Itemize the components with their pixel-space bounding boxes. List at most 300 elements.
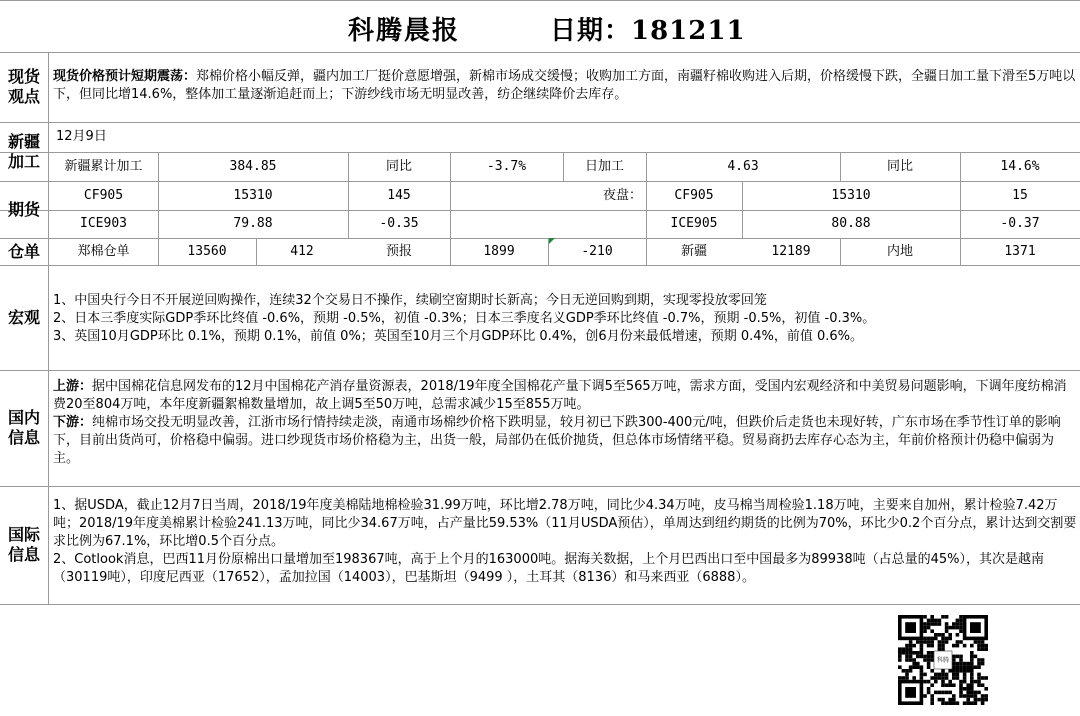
futures-contract-cf905: CF905 [83, 188, 124, 203]
inland-warehouse-value: 1371 [1004, 244, 1036, 259]
qr-module [977, 680, 981, 684]
qr-module [956, 673, 960, 677]
qr-module [930, 683, 934, 687]
spot-text: 郑棉价格小幅反弹，疆内加工厂挺价意愿增强，新棉市场成交缓慢；收购加工方面，南疆籽棉收购进入后期，价格缓慢下跌，全疆日加工量下滑至5万吨以下，但同比增14.6%，整体加工量逐渐追赶而上；下游纱线市场无明显改善，纺企继续降价去库存。 [53, 69, 1076, 102]
qr-module [920, 665, 924, 669]
qr-module [966, 665, 970, 669]
qr-module [956, 622, 960, 626]
qr-module [941, 680, 945, 684]
qr-module [909, 647, 913, 651]
xinjiang-cumulative-value: 384.85 [229, 159, 277, 174]
qr-module [984, 687, 988, 691]
grid-line [48, 52, 49, 604]
qr-module [930, 676, 934, 680]
qr-module [959, 662, 963, 666]
spot-commentary [53, 68, 1077, 104]
futures-section-label: 期货 [7, 199, 40, 219]
qr-module [930, 694, 934, 698]
qr-module [920, 644, 924, 648]
qr-module [945, 691, 949, 695]
qr-module [923, 680, 927, 684]
qr-module [970, 673, 974, 677]
qr-logo-text: 科腾 [936, 656, 950, 664]
international-news [53, 497, 1077, 587]
qr-module [959, 622, 963, 626]
qr-module [920, 673, 924, 677]
qr-module [952, 626, 956, 630]
qr-module [977, 658, 981, 662]
qr-module [956, 655, 960, 659]
qr-module [941, 673, 945, 677]
qr-module [970, 651, 974, 655]
qr-module [927, 644, 931, 648]
qr-module [974, 640, 978, 644]
grid-line [0, 370, 1080, 371]
qr-module [948, 633, 952, 637]
xinjiang-yoy-value: -3.7% [486, 159, 527, 174]
qr-module [974, 665, 978, 669]
international-item: 1、据USDA，截止12月7日当周，2018/19年度美棉陆地棉检验31.99万吨，环比增2.78万吨，同比少4.34万吨，皮马棉当周检验1.18万吨，主要来自加州，累计检验7.42万吨；2018/19年度美棉累计检验241.13万吨，同比少34.67万吨，占产量比59.53%（11月USDA预估），单周达到纽约期货的比例为70%，环比少0.2个百分点，累计达到交割要求比例为67.1%，环比增0.5个百分点。 [53, 498, 1077, 549]
qr-module [934, 673, 938, 677]
qr-module [938, 673, 942, 677]
qr-module [959, 665, 963, 669]
qr-module [948, 637, 952, 641]
qr-module [945, 640, 949, 644]
qr-module [916, 662, 920, 666]
qr-module [909, 665, 913, 669]
qr-module [963, 644, 967, 648]
qr-module [963, 701, 967, 705]
qr-module [970, 691, 974, 695]
qr-module [981, 694, 985, 698]
qr-module [952, 665, 956, 669]
macro-news [53, 292, 1077, 346]
qr-module [909, 658, 913, 662]
grid-line [0, 122, 1080, 123]
qr-module [916, 655, 920, 659]
qr-module [930, 619, 934, 623]
qr-module [905, 669, 909, 673]
qr-module [934, 680, 938, 684]
international-item: 2、Cotlook消息，巴西11月份原棉出口量增加至198367吨，高于上个月的163000吨。据海关数据，上个月巴西出口至中国最多为89938吨（占总量的45%），其次是越南（30119吨），印度尼西亚（17652），孟加拉国（14003），巴基斯坦（9499 ），土耳其（8136）和马来西亚（6888）。 [53, 552, 1044, 585]
qr-module [941, 647, 945, 651]
domestic-section-label: 国内信息 [7, 408, 40, 447]
qr-finder-pattern [970, 622, 981, 633]
report-title: 科腾晨报 [348, 16, 461, 46]
qr-module [963, 662, 967, 666]
xinjiang-warehouse-value: 12189 [771, 244, 811, 259]
forecast-change: -210 [581, 244, 613, 259]
futures-price-ice903: 79.88 [233, 216, 273, 231]
qr-module [927, 687, 931, 691]
qr-module [923, 655, 927, 659]
upstream-lead: 上游： [53, 379, 93, 394]
qr-module [959, 615, 963, 619]
grid-line [0, 604, 1080, 605]
qr-module [952, 662, 956, 666]
qr-module [930, 629, 934, 633]
xinjiang-warehouse-label: 新疆 [680, 244, 707, 259]
qr-module [948, 683, 952, 687]
qr-module [956, 640, 960, 644]
qr-module [959, 687, 963, 691]
qr-module [981, 640, 985, 644]
qr-module [974, 701, 978, 705]
qr-module [966, 701, 970, 705]
xinjiang-daily-value: 4.63 [727, 159, 759, 174]
qr-module [956, 633, 960, 637]
qr-module [930, 658, 934, 662]
qr-module [948, 698, 952, 702]
xinjiang-daily-label: 日加工 [584, 159, 624, 174]
spot-section-label: 现货观点 [7, 67, 40, 106]
qr-module [981, 644, 985, 648]
qr-module [938, 698, 942, 702]
qr-module [963, 673, 967, 677]
qr-module [930, 615, 934, 619]
qr-module [930, 698, 934, 702]
qr-module [956, 619, 960, 623]
qr-module [977, 673, 981, 677]
qr-module [981, 698, 985, 702]
qr-module [981, 658, 985, 662]
qr-module [934, 676, 938, 680]
qr-module [927, 691, 931, 695]
qr-module [974, 694, 978, 698]
qr-module [952, 669, 956, 673]
qr-module [981, 647, 985, 651]
qr-module [898, 651, 902, 655]
qr-module [963, 665, 967, 669]
qr-module [930, 622, 934, 626]
xinjiang-daily-yoy-value: 14.6% [1000, 159, 1040, 174]
qr-module [984, 694, 988, 698]
xinjiang-date: 12月9日 [56, 129, 107, 144]
qr-module [956, 665, 960, 669]
qr-module [970, 680, 974, 684]
qr-module [952, 644, 956, 648]
qr-module [905, 651, 909, 655]
qr-module [981, 662, 985, 666]
qr-module [934, 619, 938, 623]
qr-module [952, 694, 956, 698]
qr-module [920, 651, 924, 655]
qr-module [977, 683, 981, 687]
qr-module [977, 691, 981, 695]
qr-module [945, 683, 949, 687]
warehouse-receipts-label: 郑棉仓单 [77, 244, 130, 259]
futures-contract-ice903: ICE903 [80, 216, 127, 231]
qr-module [945, 673, 949, 677]
xinjiang-yoy-label: 同比 [385, 159, 412, 174]
qr-module [945, 676, 949, 680]
qr-module [927, 680, 931, 684]
qr-module [909, 669, 913, 673]
qr-module [930, 640, 934, 644]
qr-module [959, 669, 963, 673]
qr-module [927, 665, 931, 669]
qr-module [945, 637, 949, 641]
qr-module [920, 669, 924, 673]
qr-module [970, 662, 974, 666]
qr-module [898, 676, 902, 680]
night-change-cf905: 15 [1012, 188, 1028, 203]
qr-module [959, 680, 963, 684]
qr-module [927, 622, 931, 626]
grid-line [0, 181, 1080, 182]
qr-module [898, 655, 902, 659]
qr-module [974, 655, 978, 659]
qr-module [952, 622, 956, 626]
qr-module [974, 691, 978, 695]
xinjiang-cumulative-label: 新疆累计加工 [64, 159, 143, 174]
qr-module [956, 626, 960, 630]
qr-module [956, 701, 960, 705]
downstream-lead: 下游： [53, 415, 93, 430]
qr-module [977, 644, 981, 648]
qr-module [948, 701, 952, 705]
qr-module [916, 665, 920, 669]
qr-module [956, 676, 960, 680]
qr-module [959, 691, 963, 695]
qr-module [905, 676, 909, 680]
warehouse-section-label: 仓单 [7, 241, 40, 261]
macro-section-label: 宏观 [7, 307, 40, 327]
qr-module [948, 691, 952, 695]
qr-module [927, 637, 931, 641]
qr-module [938, 619, 942, 623]
qr-module [909, 651, 913, 655]
qr-module [941, 644, 945, 648]
qr-module [930, 669, 934, 673]
qr-module [941, 698, 945, 702]
qr-module [977, 698, 981, 702]
night-contract-cf905: CF905 [674, 188, 714, 203]
qr-module [970, 687, 974, 691]
futures-contract-ice905: ICE905 [670, 216, 718, 231]
qr-module [984, 647, 988, 651]
qr-module [948, 669, 952, 673]
qr-module [974, 680, 978, 684]
qr-module [952, 673, 956, 677]
qr-module [927, 640, 931, 644]
qr-module [927, 651, 931, 655]
qr-module [920, 676, 924, 680]
qr-module [945, 626, 949, 630]
qr-module [977, 665, 981, 669]
qr-module [912, 665, 916, 669]
qr-module [934, 691, 938, 695]
qr-module [981, 683, 985, 687]
domestic-news [53, 378, 1077, 468]
qr-module [923, 626, 927, 630]
report-header [0, 0, 1080, 52]
qr-finder-pattern [905, 622, 916, 633]
xinjiang-section-label: 新疆加工 [7, 131, 40, 171]
qr-module [952, 701, 956, 705]
inland-warehouse-label: 内地 [886, 244, 913, 259]
qr-module [959, 694, 963, 698]
qr-module [952, 698, 956, 702]
qr-module [912, 658, 916, 662]
macro-item: 3、英国10月GDP环比 0.1%，预期 0.1%，前值 0%；英国至10月三个月GDP环比 0.4%，创6月份来最低增速，预期 0.4%，前值 0.6%。 [53, 329, 864, 344]
spot-lead: 现货价格预计短期震荡： [53, 69, 197, 84]
qr-module [923, 622, 927, 626]
qr-module [938, 691, 942, 695]
warehouse-receipts-change: 412 [290, 244, 314, 259]
qr-module [945, 629, 949, 633]
qr-module [898, 658, 902, 662]
qr-module [905, 655, 909, 659]
qr-module [930, 644, 934, 648]
qr-module [927, 662, 931, 666]
qr-module [927, 626, 931, 630]
macro-item: 1、中国央行今日不开展逆回购操作，连续32个交易日不操作，续刷空窗期时长新高；今日无逆回购到期，实现零投放零回笼 [53, 293, 767, 308]
qr-module [945, 622, 949, 626]
futures-price-ice905: 80.88 [831, 216, 871, 231]
qr-module [927, 655, 931, 659]
qr-module [970, 701, 974, 705]
qr-module [927, 658, 931, 662]
qr-module [966, 683, 970, 687]
qr-module [959, 640, 963, 644]
qr-module [941, 615, 945, 619]
qr-module [934, 637, 938, 641]
qr-module [912, 676, 916, 680]
grid-line [0, 52, 1080, 53]
qr-module [898, 665, 902, 669]
international-section-label: 国际信息 [7, 525, 40, 564]
qr-module [963, 680, 967, 684]
qr-module [912, 644, 916, 648]
qr-module [977, 647, 981, 651]
qr-module [952, 658, 956, 662]
qr-module [902, 647, 906, 651]
qr-module [970, 644, 974, 648]
qr-module [923, 694, 927, 698]
grid-line [0, 486, 1080, 487]
downstream-text: 纯棉市场交投无明显改善，江浙市场行情持续走淡，南通市场棉纱价格下跌明显，较月初已下跌300-400元/吨，但跌价后走货也未现好转，广东市场在季节性订单的影响下，目前出货尚可，价格稳中偏弱。进口纱现货市场价格稳为主，出货一般，局部仍在低价抛货，但总体市场情绪平稳。贸易商扔去库存心态为主，年前价格预计仍稳中偏弱为主。 [53, 415, 1061, 466]
qr-module [934, 622, 938, 626]
qr-module [941, 701, 945, 705]
futures-change-ice903: -0.35 [379, 216, 419, 231]
forecast-label: 预报 [385, 244, 412, 259]
qr-module [938, 644, 942, 648]
report-date: 日期：181211 [550, 16, 746, 46]
qr-module [963, 676, 967, 680]
qr-module [920, 655, 924, 659]
qr-module [909, 655, 913, 659]
futures-change-ice905: -0.37 [1000, 216, 1040, 231]
xinjiang-daily-yoy-label: 同比 [886, 159, 913, 174]
qr-module [984, 698, 988, 702]
qr-module [898, 647, 902, 651]
futures-price-cf905: 15310 [233, 188, 273, 203]
qr-module [941, 640, 945, 644]
qr-module [938, 647, 942, 651]
qr-module [948, 626, 952, 630]
qr-module [909, 644, 913, 648]
futures-change-cf905: 145 [387, 188, 411, 203]
qr-module [923, 629, 927, 633]
qr-module [941, 637, 945, 641]
qr-module [970, 669, 974, 673]
qr-code-graphic [889, 612, 997, 708]
qr-module [977, 676, 981, 680]
qr-module [956, 644, 960, 648]
night-session-label: 夜盘： [602, 188, 642, 203]
grid-line [0, 265, 1080, 266]
qr-module [970, 658, 974, 662]
qr-module [920, 640, 924, 644]
qr-module [959, 683, 963, 687]
qr-module [930, 637, 934, 641]
qr-module [941, 676, 945, 680]
qr-module [966, 687, 970, 691]
qr-module [952, 655, 956, 659]
qr-module [945, 701, 949, 705]
qr-module [902, 669, 906, 673]
upstream-paragraph [53, 378, 1077, 414]
qr-module [938, 633, 942, 637]
qr-module [941, 633, 945, 637]
qr-module [938, 622, 942, 626]
qr-module [966, 662, 970, 666]
qr-module [909, 640, 913, 644]
qr-module [923, 658, 927, 662]
qr-module [930, 701, 934, 705]
night-price-cf905: 15310 [831, 188, 871, 203]
qr-module [966, 669, 970, 673]
downstream-paragraph [53, 414, 1077, 468]
qr-module [956, 669, 960, 673]
upstream-text: 据中国棉花信息网发布的12月中国棉花产消存量资源表，2018/19年度全国棉花产量下调5至565万吨，需求方面，受国内宏观经济和中美贸易问题影响，下调年度纺棉消费20至804万吨，本年度新疆絮棉数量增加，故上调5至50万吨，总需求减少15至855万吨。 [53, 379, 1067, 412]
qr-module [927, 619, 931, 623]
qr-module [963, 694, 967, 698]
qr-module [966, 691, 970, 695]
qr-module [963, 687, 967, 691]
qr-module [984, 644, 988, 648]
qr-module [970, 676, 974, 680]
qr-module [959, 626, 963, 630]
qr-module [941, 691, 945, 695]
qr-module [948, 680, 952, 684]
qr-module [970, 655, 974, 659]
qr-module [905, 658, 909, 662]
warehouse-receipts-value: 13560 [187, 244, 227, 259]
qr-module [977, 662, 981, 666]
qr-module [916, 640, 920, 644]
qr-module [905, 647, 909, 651]
qr-module [902, 676, 906, 680]
grid-line [0, 210, 1080, 211]
qr-module [981, 676, 985, 680]
qr-module [938, 676, 942, 680]
qr-module [923, 615, 927, 619]
qr-module [905, 673, 909, 677]
qr-module [963, 669, 967, 673]
grid-line [0, 238, 1080, 239]
qr-module [920, 647, 924, 651]
qr-module [930, 655, 934, 659]
qr-module [981, 701, 985, 705]
qr-module [912, 662, 916, 666]
qr-module [959, 658, 963, 662]
qr-module [959, 655, 963, 659]
qr-module [905, 644, 909, 648]
qr-module [952, 683, 956, 687]
qr-module [956, 662, 960, 666]
